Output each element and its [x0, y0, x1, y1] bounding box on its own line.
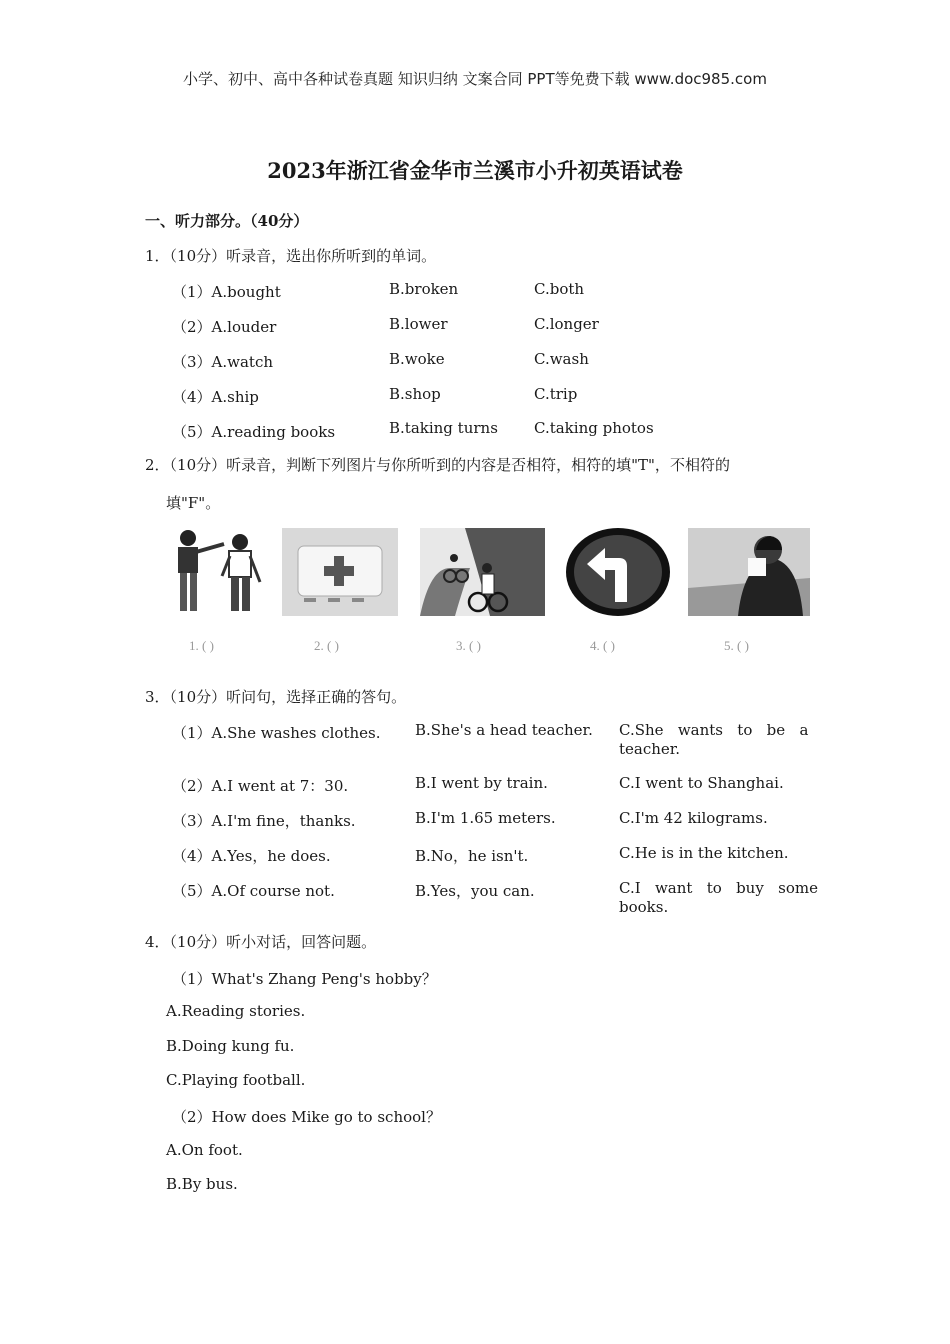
q3-item3-option-a: （3）A.I'm fine，thanks. — [172, 812, 356, 830]
picture2-answer-blank: 2. ( ) — [314, 638, 339, 653]
q3-item4-option-b: B.No，he isn't. — [415, 847, 529, 865]
picture5-answer-blank: 5. ( ) — [724, 638, 749, 653]
picture-two-boys — [166, 528, 266, 616]
section-listening-heading: 一、听力部分。（40分） — [145, 212, 309, 230]
q1-item1-option-b: B.broken — [389, 280, 459, 298]
q3-item1-option-a: （1）A.She washes clothes. — [172, 724, 381, 742]
q1-item3-option-b: B.woke — [389, 350, 445, 368]
q1-item5-option-c: C.taking photos — [534, 419, 654, 437]
q1-item2-option-a: （2）A.louder — [172, 318, 277, 336]
q4-sub1-option-c: C.Playing football. — [166, 1071, 306, 1089]
q1-item1-option-c: C.both — [534, 280, 585, 298]
q1-item4-option-c: C.trip — [534, 385, 578, 403]
page-header: 小学、初中、高中各种试卷真题 知识归纳 文案合同 PPT等免费下载 www.doc985.com — [183, 70, 767, 88]
q3-item1-option-c-line2: teacher. — [619, 740, 681, 758]
q1-item5-option-b: B.taking turns — [389, 419, 498, 437]
q4-sub2-question: （2）How does Mike go to school？ — [172, 1108, 441, 1126]
q3-item4-option-c: C.He is in the kitchen. — [619, 844, 789, 862]
q3-item5-option-c-line1: C.I want to buy some — [619, 879, 818, 897]
exam-title: 2023年浙江省金华市兰溪市小升初英语试卷 — [267, 158, 683, 183]
q3-item5-option-b: B.Yes，you can. — [415, 882, 535, 900]
q3-item3-option-b: B.I'm 1.65 meters. — [415, 809, 556, 827]
q4-sub2-option-a: A.On foot. — [166, 1141, 243, 1159]
picture-ambulance — [282, 528, 398, 616]
q4-sub2-option-b: B.By bus. — [166, 1175, 238, 1193]
q1-item5-option-a: （5）A.reading books — [172, 423, 336, 441]
picture3-answer-blank: 3. ( ) — [456, 638, 481, 653]
q1-item4-option-b: B.shop — [389, 385, 441, 403]
q1-item2-option-b: B.lower — [389, 315, 448, 333]
q3-item4-option-a: （4）A.Yes，he does. — [172, 847, 331, 865]
picture1-answer-blank: 1. ( ) — [189, 638, 214, 653]
q3-item5-option-a: （5）A.Of course not. — [172, 882, 335, 900]
q3-item2-option-a: （2）A.I went at 7：30. — [172, 777, 349, 795]
q1-item3-option-a: （3）A.watch — [172, 353, 274, 371]
picture4-answer-blank: 4. ( ) — [590, 638, 615, 653]
picture-sick-person — [688, 528, 810, 616]
q4-sub1-option-b: B.Doing kung fu. — [166, 1037, 295, 1055]
q3-item3-option-c: C.I'm 42 kilograms. — [619, 809, 768, 827]
q2-stem-line2: 填"F"。 — [166, 494, 221, 512]
q3-item2-option-b: B.I went by train. — [415, 774, 548, 792]
q4-sub1-option-a: A.Reading stories. — [166, 1002, 306, 1020]
q3-stem: 3．（10分）听问句，选择正确的答句。 — [145, 688, 407, 706]
q4-stem: 4．（10分）听小对话，回答问题。 — [145, 933, 377, 951]
q1-item2-option-c: C.longer — [534, 315, 599, 333]
q2-stem-line1: 2．（10分）听录音，判断下列图片与你所听到的内容是否相符，相符的填"T"，不相符的 — [145, 456, 730, 474]
turn-left-sign-icon — [565, 528, 671, 616]
q3-item1-option-c-line1: C.She wants to be a — [619, 721, 809, 739]
q1-item1-option-a: （1）A.bought — [172, 283, 281, 301]
q4-sub1-question: （1）What's Zhang Peng's hobby？ — [172, 970, 437, 988]
q1-item3-option-c: C.wash — [534, 350, 589, 368]
picture-cyclists — [420, 528, 545, 616]
q1-stem: 1．（10分）听录音，选出你所听到的单词。 — [145, 247, 437, 265]
q3-item2-option-c: C.I went to Shanghai. — [619, 774, 784, 792]
q1-item4-option-a: （4）A.ship — [172, 388, 259, 406]
q3-item5-option-c-line2: books. — [619, 898, 669, 916]
q3-item1-option-b: B.She's a head teacher. — [415, 721, 593, 739]
